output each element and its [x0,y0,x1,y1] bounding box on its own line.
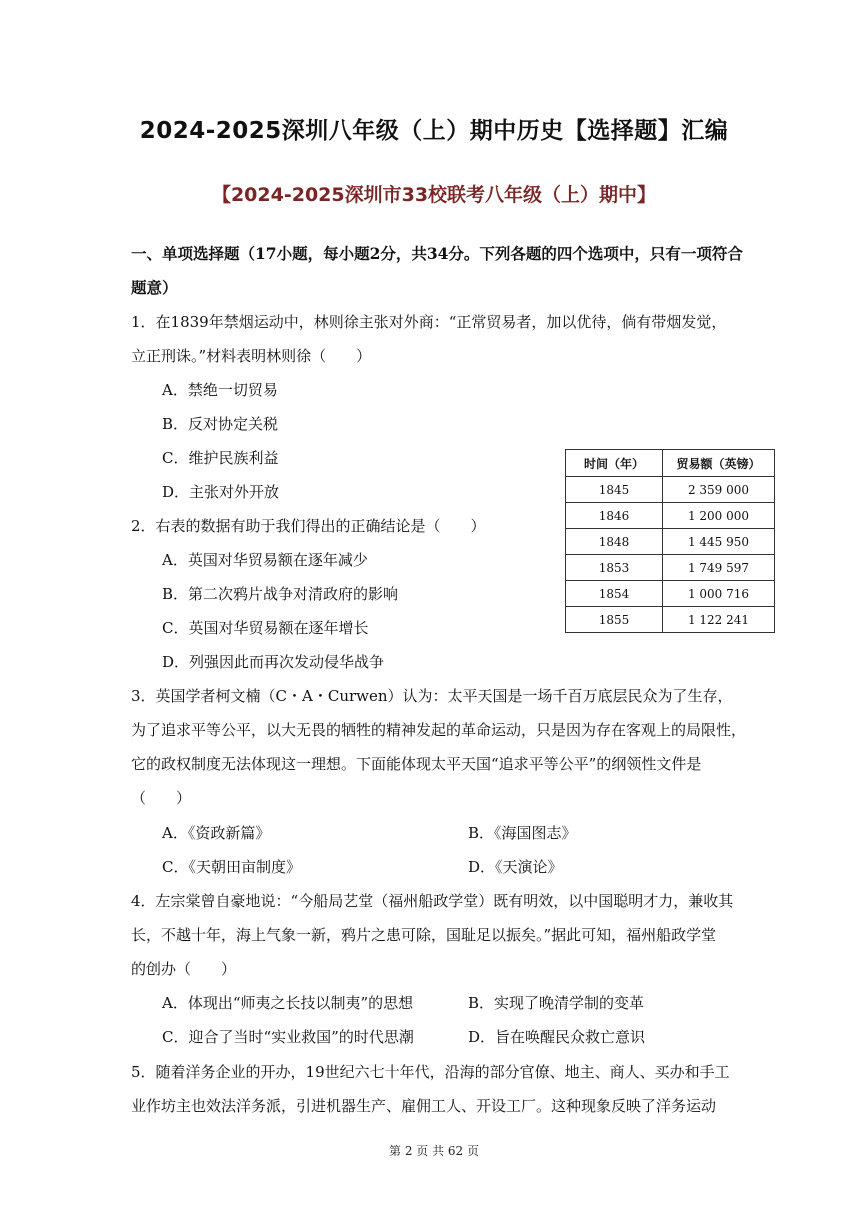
question-3-stem-cont: 为了追求平等公平，以大无畏的牺牲的精神发起的革命运动，只是因为存在客观上的局限性， [131,721,747,739]
table-cell-amount: 2 359 000 [663,477,775,503]
question-3-stem: 3．英国学者柯文楠（C・A・Curwen）认为：太平天国是一场千百万底层民众为了生存， [131,687,733,705]
table-cell-year: 1845 [566,477,663,503]
table-row [566,477,775,503]
question-1-stem-cont: 立正刑诛。”材料表明林则徐（ ） [131,347,372,365]
table-cell-year: 1855 [566,607,663,633]
question-3-stem-cont: 它的政权制度无法体现这一理想。下面能体现太平天国“追求平等公平”的纲领性文件是 [131,755,702,773]
page-number-footer: 第 2 页 共 62 页 [389,1144,479,1158]
question-5-stem-cont: 业作坊主也效法洋务派，引进机器生产、雇佣工人、开设工厂。这种现象反映了洋务运动 [131,1097,717,1115]
question-4-stem-cont: 的创办（ ） [131,960,237,978]
table-header-year: 时间（年） [566,450,663,477]
question-3-option-a: A．《资政新篇》 [162,824,271,842]
table-row [566,529,775,555]
question-1-stem: 1．在1839年禁烟运动中，林则徐主张对外商：“正常贸易者，加以优待，倘有带烟发觉， [131,313,727,331]
table-cell-amount: 1 200 000 [663,503,775,529]
section-heading-cont: 题意） [131,278,178,297]
question-3-option-d: D．《天演论》 [468,858,563,876]
question-1-option-c: C．维护民族利益 [162,449,279,467]
table-header-row [566,450,775,477]
question-5-stem: 5．随着洋务企业的开办，19世纪六七十年代，沿海的部分官僚、地主、商人、买办和手工 [131,1063,730,1081]
question-3-stem-cont: （ ） [131,789,192,807]
table-row [566,607,775,633]
question-4-stem: 4．左宗棠曾自豪地说：“今船局艺堂（福州船政学堂）既有明效，以中国聪明才力，兼收其 [131,892,734,910]
question-1-option-b: B．反对协定关税 [162,415,279,433]
question-3-option-c: C．《天朝田亩制度》 [162,858,301,876]
question-3-option-b: B．《海国图志》 [468,824,577,842]
question-1-option-a: A．禁绝一切贸易 [162,381,278,399]
table-cell-year: 1854 [566,581,663,607]
question-4-option-b: B．实现了晚清学制的变革 [468,994,645,1012]
table-cell-amount: 1 000 716 [663,581,775,607]
table-cell-year: 1853 [566,555,663,581]
question-2-option-a: A．英国对华贸易额在逐年减少 [162,551,368,569]
question-4-option-a: A．体现出“师夷之长技以制夷”的思想 [162,994,414,1012]
table-row [566,503,775,529]
document-title: 2024-2025深圳八年级（上）期中历史【选择题】汇编 [139,118,729,144]
question-4-option-c: C．迎合了当时“实业救国”的时代思潮 [162,1028,414,1046]
section-heading: 一、单项选择题（17小题，每小题2分，共34分。下列各题的四个选项中，只有一项符合 [131,244,743,263]
trade-table [565,449,775,633]
table-cell-amount: 1 445 950 [663,529,775,555]
document-subtitle: 【2024-2025深圳市33校联考八年级（上）期中】 [211,184,657,206]
question-2-option-d: D．列强因此而再次发动侵华战争 [162,653,385,671]
table-cell-amount: 1 749 597 [663,555,775,581]
question-4-option-d: D．旨在唤醒民众救亡意识 [468,1028,646,1046]
table-row [566,581,775,607]
table-cell-year: 1846 [566,503,663,529]
table-header-amount: 贸易额（英镑） [663,450,775,477]
question-2-stem: 2．右表的数据有助于我们得出的正确结论是（ ） [131,517,486,535]
table-cell-amount: 1 122 241 [663,607,775,633]
question-4-stem-cont: 长，不越十年，海上气象一新，鸦片之患可除，国耻足以振矣。”据此可知，福州船政学堂 [131,926,717,944]
question-2-option-c: C．英国对华贸易额在逐年增长 [162,619,369,637]
question-2-option-b: B．第二次鸦片战争对清政府的影响 [162,585,399,603]
question-1-option-d: D．主张对外开放 [162,483,280,501]
table-row [566,555,775,581]
table-cell-year: 1848 [566,529,663,555]
